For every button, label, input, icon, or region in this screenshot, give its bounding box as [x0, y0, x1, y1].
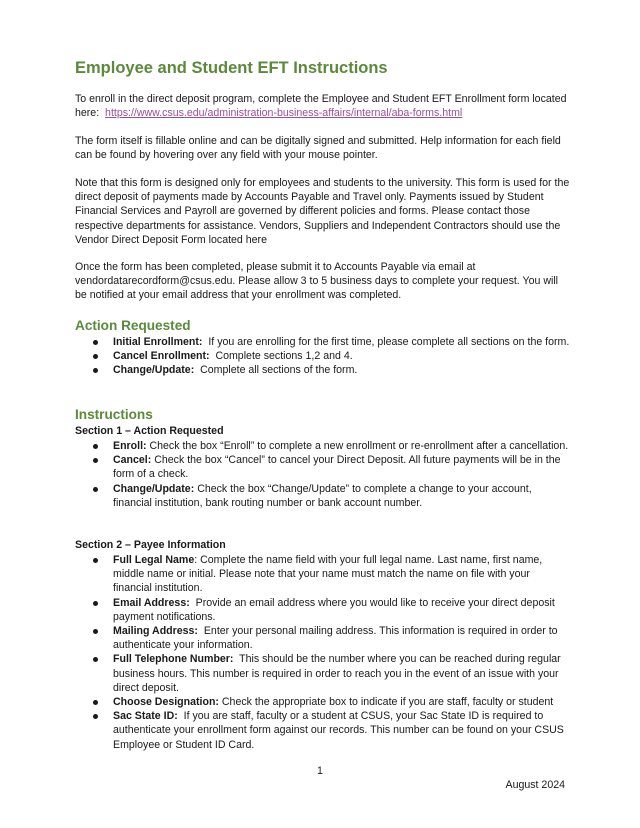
item-label: Sac State ID: [113, 710, 178, 723]
item-text: Check the appropriate box to indicate if you are staff, faculty or student [221, 696, 554, 709]
item-text: Complete all sections of the form. [200, 364, 358, 377]
item-text: Provide an email address where you would like to receive your direct deposit payment notifications. [113, 596, 555, 623]
intro-text: To enroll in the direct deposit program, complete the Employee and Student EFT Enrollment form located here: [75, 93, 567, 120]
item-label: Initial Enrollment: [113, 336, 203, 348]
list-item [75, 596, 570, 624]
bullet-icon [93, 714, 98, 719]
list-item [75, 709, 570, 752]
footer-date: August 2024 [505, 779, 565, 791]
item-label: Mailing Address: [113, 625, 198, 638]
bullet-icon [93, 558, 98, 563]
item-label: Enroll: [113, 440, 147, 452]
bullet-icon [93, 444, 98, 449]
item-text: This should be the number where you can be reached during regular business hours. This number is required in order to reach you in the event of an issue with your direct deposit. [113, 653, 561, 694]
list-item [75, 482, 570, 510]
bullet-icon [93, 340, 98, 345]
list-item [75, 652, 570, 695]
action-requested-list [75, 335, 570, 378]
intro-paragraph-2: The form itself is fillable online and can be digitally signed and submitted. Help information for each field can be found by hovering over any field with your mouse pointer. [75, 135, 561, 162]
item-label: Full Telephone Number: [113, 653, 234, 666]
section-1-list [75, 439, 570, 510]
section-1-title: Section 1 – Action Requested [75, 425, 224, 437]
item-label: Choose Designation: [113, 696, 219, 709]
intro-paragraph-1 [75, 92, 570, 120]
list-item [75, 453, 570, 481]
item-text: Enter your personal mailing address. This information is required in order to authenticate your information. [113, 625, 558, 652]
bullet-icon [93, 700, 98, 705]
item-text: Check the box “Change/Update” to complete a change to your account, financial institution, bank routing number or bank account number. [113, 482, 532, 509]
item-label: Change/Update: [113, 364, 195, 377]
action-requested-heading: Action Requested [75, 318, 191, 333]
intro-paragraph-3: Note that this form is designed only for employees and students to the university. This form is used for the direct deposit of payments made by Accounts Payable and Travel only. Payments issued by Student Financial Services and Payroll are governed by different policies and forms. Please contact those respective departments for assistance. Vendors, Suppliers and Independent Contractors should use the Vendor Direct Deposit Form located here [75, 177, 570, 246]
list-item [75, 553, 570, 596]
item-label: Cancel Enrollment: [113, 350, 210, 363]
list-item [75, 695, 570, 709]
bullet-icon [93, 601, 98, 606]
list-item [75, 349, 570, 363]
section-2-list [75, 553, 570, 752]
item-label: Cancel: [113, 454, 152, 467]
item-text: Check the box “Enroll” to complete a new enrollment or re-enrollment after a cancellation. [149, 440, 569, 452]
item-text: Complete sections 1,2 and 4. [215, 350, 353, 363]
list-item [75, 439, 570, 453]
bullet-icon [93, 354, 98, 359]
bullet-icon [93, 657, 98, 662]
bullet-icon [93, 487, 98, 492]
item-label: Full Legal Name [113, 554, 195, 566]
item-text: If you are staff, faculty or a student at CSUS, your Sac State ID is required to authenticate your enrollment form against our records. This number can be found on your CSUS Employee or Student ID Card. [113, 710, 564, 751]
item-text: : Complete the name field with your full legal name. Last name, first name, middle name or initial. Please note that your name must match the name on file with your financial institution. [113, 554, 543, 595]
page-title: Employee and Student EFT Instructions [75, 59, 388, 77]
item-label: Email Address: [113, 596, 190, 609]
list-item [75, 335, 570, 349]
page-number: 1 [317, 765, 323, 777]
item-label: Change/Update: [113, 482, 195, 495]
aba-forms-link[interactable]: https://www.csus.edu/administration-business-affairs/internal/aba-forms.html [105, 107, 463, 120]
bullet-icon [93, 368, 98, 373]
item-text: If you are enrolling for the first time, please complete all sections on the form. [208, 336, 570, 348]
list-item [75, 363, 570, 377]
intro-paragraph-4: Once the form has been completed, please submit it to Accounts Payable via email at vendordatarecordform@csus.edu. Please allow 3 to 5 business days to complete your request. You will be notified at your email address that your enrollment was completed. [75, 261, 559, 302]
item-text: Check the box “Cancel” to cancel your Direct Deposit. All future payments will be in the form of a check. [113, 454, 561, 481]
bullet-icon [93, 629, 98, 634]
list-item [75, 624, 570, 652]
bullet-icon [93, 458, 98, 463]
section-2-title: Section 2 – Payee Information [75, 539, 226, 551]
instructions-heading: Instructions [75, 407, 153, 422]
